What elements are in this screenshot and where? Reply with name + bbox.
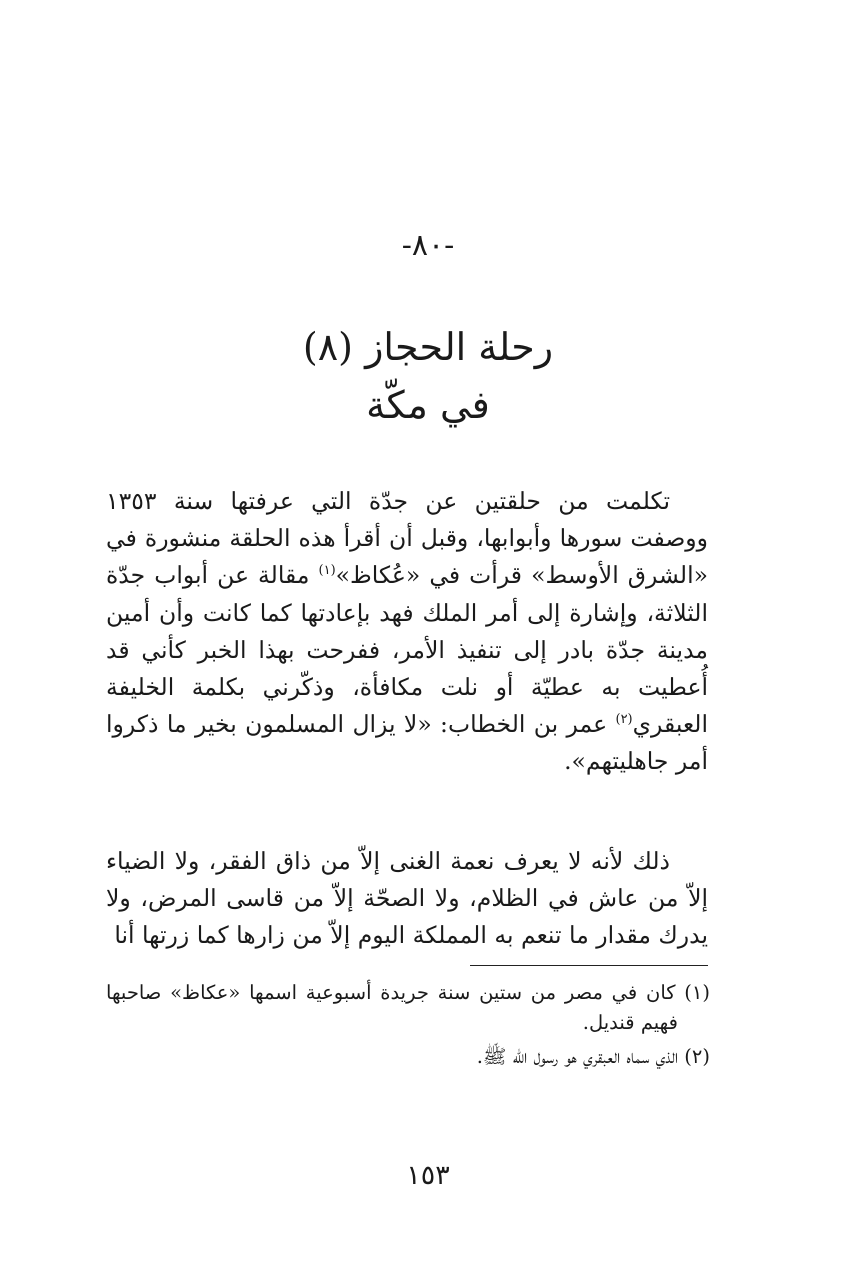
- paragraph-1-part-3: عمر بن الخطاب: «لا يزال المسلمون بخير ما ذكروا أمر جاهليتهم».: [106, 710, 708, 776]
- paragraph-2: ذلك لأنه لا يعرف نعمة الغنى إلاّ من ذاق الفقر، ولا الضياء إلاّ من عاش في الظلام، ولا الصحّة إلاّ من قاسى المرض، ولا يدرك مقدار ما تنعم به المملكة اليوم إلاّ من زارها كما زرتها أنا: [106, 847, 708, 950]
- footnote-ref-1: (١): [318, 563, 336, 579]
- footnotes: [106, 978, 710, 1076]
- page-number: ١٥٣: [406, 1160, 450, 1191]
- paragraph-1: [106, 483, 708, 781]
- title-line-2: في مكّة: [366, 383, 490, 427]
- footnote-divider: [470, 965, 708, 966]
- paragraph-1-part-1: تكلمت من حلقتين عن جدّة التي عرفتها سنة ١٣٥٣ ووصفت سورها وأبوابها، وقبل أن أقرأ هذه الحلقة منشورة في «الشرق الأوسط» قرأت في «عُكاظ»: [106, 487, 708, 590]
- title-line-1: رحلة الحجاز (٨): [302, 325, 554, 369]
- footnote-2: (٢) الذي سماه العبقري هو رسول الله ﷺ.: [476, 1045, 710, 1068]
- chapter-title: [0, 318, 856, 434]
- footnote-ref-2: (٢): [615, 712, 633, 728]
- footnote-1: (١) كان في مصر من ستين سنة جريدة أسبوعية اسمها «عكاظ» صاحبها فهيم قنديل.: [106, 981, 710, 1034]
- chapter-number: -٨٠-: [401, 228, 455, 263]
- paragraph-1-part-2: مقالة عن أبواب جدّة الثلاثة، وإشارة إلى أمر الملك فهد بإعادتها كما كانت وأن أمين مدينة جدّة بادر إلى تنفيذ الأمر، ففرحت بهذا الخبر كأني قد أُعطيت به عطيّة أو نلت مكافأة، وذكّرني بكلمة الخليفة العبقري: [106, 561, 708, 739]
